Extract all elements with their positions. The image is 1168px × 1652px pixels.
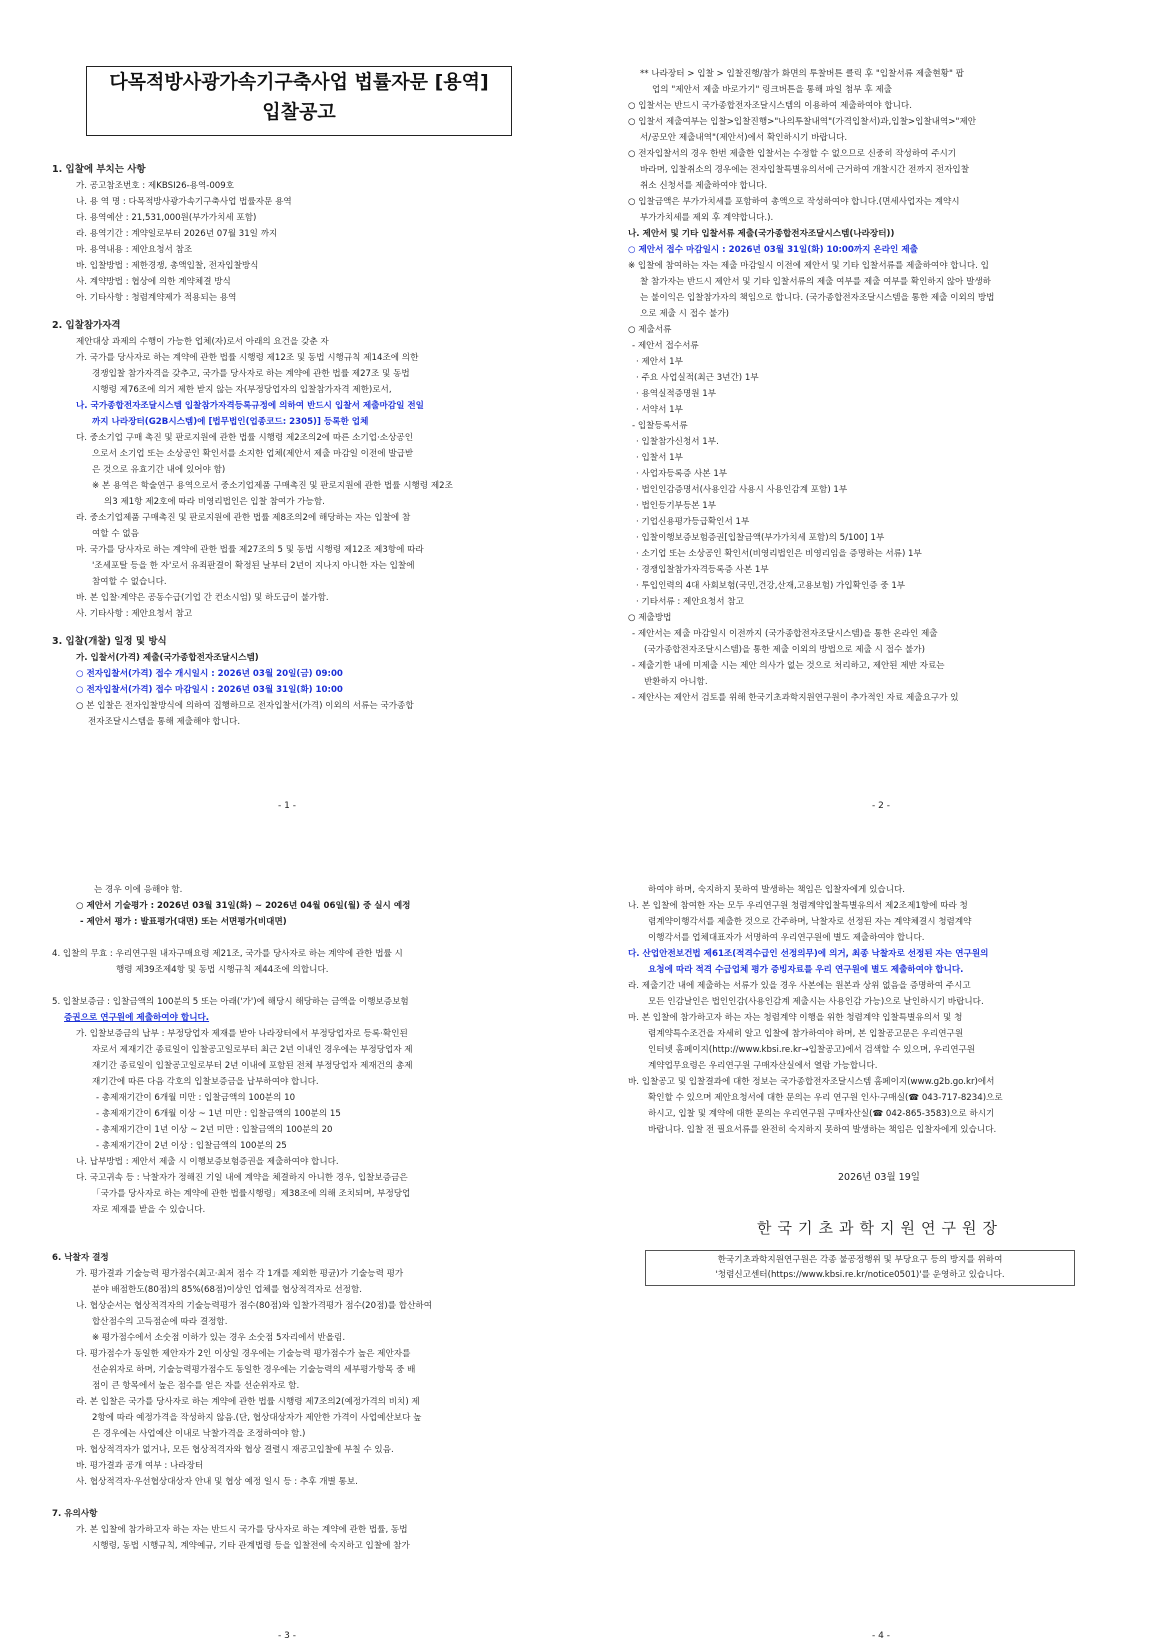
text-line: 여할 수 없음 (92, 529, 139, 539)
text-line: 는 불이익은 입찰참가자의 책임으로 합니다. (국가종합전자조달시스템을 통한 제출 이외의 방법 (640, 293, 995, 303)
text-line: · 법인인감증명서(사용인감 사용시 사용인감계 포함) 1부 (636, 485, 848, 495)
text-line: 가. 입찰보증금의 납부 : 부정당업자 제재를 받아 나라장터에서 부정당업자로 등록·확인된 (76, 1029, 408, 1039)
text-line: ○ 제출방법 (628, 613, 672, 623)
text-line: - 제안서 접수서류 (632, 341, 699, 351)
page-number-1: - 1 - (278, 801, 296, 811)
page-number-4: - 4 - (872, 1631, 890, 1641)
text-line: 는 경우 이에 응해야 함. (94, 885, 183, 895)
text-line: ** 나라장터 > 입찰 > 입찰진행/참가 화면의 투찰버튼 클릭 후 "입찰서류 제출현황" 팝 (640, 69, 964, 79)
text-line: · 기업신용평가등급확인서 1부 (636, 517, 750, 527)
text-line: · 제안서 1부 (636, 357, 683, 367)
text-line: ※ 평가점수에서 소숫점 이하가 있는 경우 소숫점 5자리에서 반올림. (92, 1333, 346, 1343)
text-line: 합산점수의 고득점순에 따라 결정함. (92, 1317, 228, 1327)
text-line: 참여할 수 없습니다. (92, 577, 167, 587)
text-line (52, 1234, 532, 1250)
text-line: - 총제재기간이 6개월 미만 : 입찰금액의 100분의 10 (96, 1093, 296, 1103)
text-line: 가. 국가를 당사자로 하는 계약에 관한 법률 시행령 제12조 및 동법 시행규칙 제14조에 의한 (76, 353, 419, 363)
doc-title: 다목적방사광가속기구축사업 법률자문 [용역] (109, 71, 489, 93)
text-line: 라. 용역기간 : 계약일로부터 2026년 07월 31일 까지 (76, 229, 278, 239)
text-line: 행령 제39조제4항 및 동법 시행규칙 제44조에 의합니다. (116, 965, 329, 975)
text-line: 나. 협상순서는 협상적격자의 기술능력평가 점수(80점)와 입찰가격평가 점수(20점)를 합산하여 (76, 1301, 432, 1311)
page-number-3: - 3 - (278, 1631, 296, 1641)
text-line: 부가가치세를 제외 후 계약합니다.). (640, 213, 774, 223)
text-line: · 입찰이행보증보험증권[입찰금액(부가가치세 포함)의 5/100] 1부 (636, 533, 885, 543)
text-line: 시행령 제76조에 의거 제한 받지 않는 자(부정당업자의 입찰참가자격 제한)로서, (92, 385, 392, 395)
notice-line-1: 한국기초과학지원연구원은 각종 불공정행위 및 부당요구 등의 방지를 위하여 (717, 1255, 1003, 1265)
text-line: 6. 낙찰자 결정 (52, 1253, 109, 1263)
text-line: 나. 제안서 및 기타 입찰서류 제출(국가종합전자조달시스템(나라장터)) (628, 229, 895, 239)
text-line: 모든 인감날인은 법인인감(사용인감계 제출시는 사용인감 가능)으로 날인하시기 바랍니다. (648, 997, 984, 1007)
page3-body (52, 882, 532, 1554)
text-line: · 소기업 또는 소상공인 확인서(비영리법인은 비영리임을 증명하는 서류) 1부 (636, 549, 922, 559)
text-line: - 제안서 평가 : 발표평가(대면) 또는 서면평가(비대면) (80, 917, 287, 927)
title-box (86, 66, 512, 136)
text-line: · 서약서 1부 (636, 405, 683, 415)
text-line: '조세포탈 등을 한 자'로서 유죄판결이 확정된 날부터 2년이 지나지 아니한 자는 입찰에 (92, 561, 415, 571)
text-line: 나. 납부방법 : 제안서 제출 시 이행보증보험증권을 제출하여야 합니다. (76, 1157, 339, 1167)
text-line: - 제안서는 제출 마감일시 이전까지 (국가종합전자조달시스템)을 통한 온라인 제출 (632, 629, 938, 639)
text-line (52, 930, 532, 946)
text-line: 바. 입찰공고 및 입찰결과에 대한 정보는 국가종합전자조달시스템 홈페이지(www.g2b.go.kr)에서 (628, 1077, 995, 1087)
text-line: 나. 본 입찰에 참여한 자는 모두 우리연구원 청렴계약입찰특별유의서 제2조제1항에 따라 청 (628, 901, 968, 911)
text-line: 「국가를 당사자로 하는 계약에 관한 법률시행령」제38조에 의해 조치되며, 부정당업 (92, 1189, 411, 1199)
text-line: · 용역실적증명원 1부 (636, 389, 717, 399)
text-line: 하여야 하며, 숙지하지 못하여 발생하는 책임은 입찰자에게 있습니다. (648, 885, 906, 895)
text-line: 나. 용 역 명 : 다목적방사광가속기구축사업 법률자문 용역 (76, 197, 292, 207)
text-line: - 총제재기간이 2년 이상 : 입찰금액의 100분의 25 (96, 1141, 287, 1151)
text-line: 마. 협상적격자가 없거나, 모든 협상적격자와 협상 결렬시 재공고입찰에 부칠 수 있음. (76, 1445, 394, 1455)
text-line: 가. 입찰서(가격) 제출(국가종합전자조달시스템) (76, 653, 259, 663)
text-line: · 경쟁입찰참가자격등록증 사본 1부 (636, 565, 769, 575)
text-line: 아. 기타사항 : 청렴계약제가 적용되는 용역 (76, 293, 237, 303)
doc-subtitle: 입찰공고 (262, 101, 336, 123)
text-line: - 입찰등록서류 (632, 421, 688, 431)
text-line: 1. 입찰에 부치는 사항 (52, 164, 146, 175)
text-line: 가. 평가결과 기술능력 평가점수(최고·최저 점수 각 1개를 제외한 평균)가 기술능력 평가 (76, 1269, 404, 1279)
text-line: 3. 입찰(개찰) 일정 및 방식 (52, 636, 167, 647)
text-line: 찰 참가자는 반드시 제안서 및 기타 입찰서류의 제출 여부를 제출 여부를 확인하지 않아 발생하 (640, 277, 991, 287)
text-line: 라. 본 입찰은 국가를 당사자로 하는 계약에 관한 법률 시행령 제7조의2(예정가격의 비치) 제 (76, 1397, 420, 1407)
text-line: 바. 평가결과 공개 여부 : 나라장터 (76, 1461, 204, 1471)
text-line: (국가종합전자조달시스템)을 통한 제출 이외의 방법으로 제출 시 접수 불가) (644, 645, 925, 655)
text-line: 다. 평가점수가 동일한 제안자가 2인 이상일 경우에는 기술능력 평가점수가 높은 제안자를 (76, 1349, 411, 1359)
text-line: 은 것으로 유효기간 내에 있어야 함) (92, 465, 226, 475)
text-line: 업의 "제안서 제출 바로가기" 링크버튼을 통해 파일 첨부 후 제출 (652, 85, 893, 95)
text-line: ○ 제안서 접수 마감일시 : 2026년 03월 31일(화) 10:00까지 온라인 제출 (628, 245, 918, 255)
text-line: 재기간 종료일이 입찰공고일로부터 2년 이내에 포함된 전체 부정당업자 제재건의 총제 (92, 1061, 413, 1071)
text-line (52, 978, 532, 994)
text-line: 선순위자로 하며, 기술능력평가점수도 동일한 경우에는 기술능력의 세부평가항목 중 배 (92, 1365, 416, 1375)
text-line: 마. 국가를 당사자로 하는 계약에 관한 법률 제27조의 5 및 동법 시행령 제12조 제3항에 따라 (76, 545, 424, 555)
text-line: 2. 입찰참가자격 (52, 320, 121, 331)
text-line: 점이 큰 항목에서 높은 점수를 얻은 자를 선순위자로 함. (92, 1381, 300, 1391)
text-line: 가. 공고참조번호 : 제KBSI26-용역-009호 (76, 181, 235, 191)
notice-line-2: '청렴신고센터(https://www.kbsi.re.kr/notice0501)'를 운영하고 있습니다. (715, 1270, 1005, 1280)
text-line: 바. 입찰방법 : 제한경쟁, 총액입찰, 전자입찰방식 (76, 261, 259, 271)
text-line: 4. 입찰의 무효 : 우리연구원 내자구매요령 제21조, 국가를 당사자로 하는 계약에 관한 법률 시 (52, 949, 403, 959)
text-line: ○ 본 입찰은 전자입찰방식에 의하여 집행하므로 전자입찰서(가격) 이외의 서류는 국가종합 (76, 701, 414, 711)
text-line: 마. 본 입찰에 참가하고자 하는 자는 청렴계약 이행을 위한 청렴계약 입찰특별유의서 및 청 (628, 1013, 963, 1023)
text-line: 까지 나라장터(G2B시스템)에 [법무법인(업종코드: 2305)] 등록한 업체 (92, 417, 369, 427)
text-line: · 법인등기부등본 1부 (636, 501, 717, 511)
text-line: 증권으로 연구원에 제출하여야 합니다. (64, 1013, 210, 1023)
page4-body (628, 882, 1128, 1138)
text-line: 렴계약특수조건을 자세히 알고 입찰에 참가하여야 하며, 본 입찰공고문은 우리연구원 (648, 1029, 964, 1039)
text-line: ○ 전자입찰서(가격) 접수 개시일시 : 2026년 03월 20일(금) 09:00 (76, 669, 343, 679)
text-line: 으로서 소기업 또는 소상공인 확인서를 소지한 업체(제안서 제출 마감일 이전에 발급받 (92, 449, 414, 459)
page-number-2: - 2 - (872, 801, 890, 811)
text-line: 라. 제출기간 내에 제출하는 서류가 있을 경우 사본에는 원본과 상위 없음을 증명하여 주시고 (628, 981, 971, 991)
text-line: 라. 중소기업제품 구매촉진 및 판로지원에 관한 법률 제8조의2에 해당하는 자는 입찰에 참 (76, 513, 411, 523)
text-line: 바. 본 입찰·계약은 공동수급(기업 간 컨소시엄) 및 하도급이 불가함. (76, 593, 329, 603)
text-line: ○ 입찰서는 반드시 국가종합전자조달시스템의 이용하여 제출하여야 합니다. (628, 101, 912, 111)
text-line: 분야 배점한도(80점)의 85%(68점)이상인 업체를 협상적격자로 선정함. (92, 1285, 363, 1295)
text-line: - 제출기한 내에 미제출 시는 제안 의사가 없는 것으로 처리하고, 제안된 제반 자료는 (632, 661, 945, 671)
text-line: 마. 용역내용 : 제안요청서 참조 (76, 245, 193, 255)
text-line: · 주요 사업실적(최근 3년간) 1부 (636, 373, 759, 383)
text-line: ○ 제출서류 (628, 325, 672, 335)
text-line: 시행령, 동법 시행규칙, 계약예규, 기타 관계법령 등을 입찰전에 숙지하고 입찰에 참가 (92, 1541, 410, 1551)
text-line: 확인할 수 있으며 제안요청서에 대한 문의는 우리 연구원 인사·구매실(☎ 043-717-8234)으로 (648, 1093, 1003, 1103)
text-line: 하시고, 입찰 및 계약에 대한 문의는 우리연구원 구매자산실(☎ 042-865-3583)으로 하시기 (648, 1109, 995, 1119)
text-line: 인터넷 홈페이지(http://www.kbsi.re.kr→입찰공고)에서 검색할 수 있으며, 우리연구원 (648, 1045, 976, 1055)
text-line: · 입찰서 1부 (636, 453, 683, 463)
text-line (52, 1218, 532, 1234)
text-line: - 총제재기간이 1년 이상 ~ 2년 미만 : 입찰금액의 100분의 20 (96, 1125, 333, 1135)
text-line: ○ 입찰금액은 부가가치세를 포함하여 총액으로 작성하여야 합니다.(면세사업자는 계약시 (628, 197, 960, 207)
text-line: 사. 기타사항 : 제안요청서 참고 (76, 609, 193, 619)
text-line: 바라며, 입찰취소의 경우에는 전자입찰특별유의서에 근거하여 개찰시간 전까지 전자입찰 (640, 165, 970, 175)
announcement-date: 2026년 03월 19일 (838, 1172, 920, 1183)
text-line: · 투입인력의 4대 사회보험(국민,건강,산재,고용보험) 가입확인증 중 1부 (636, 581, 906, 591)
text-line: 경쟁입찰 참가자격을 갖추고, 국가를 당사자로 하는 계약에 관한 법률 제27조 및 동법 (92, 369, 410, 379)
text-line: 나. 국가종합전자조달시스템 입찰참가자격등록규정에 의하여 반드시 입찰서 제출마감일 전일 (76, 401, 424, 411)
text-line: 바랍니다. 입찰 전 필요서류를 완전히 숙지하지 못하여 발생하는 책임은 입찰자에게 있습니다. (648, 1125, 997, 1135)
text-line: 렴계약이행각서를 제출한 것으로 간주하며, 낙찰자로 선정된 자는 계약체결시 청렴계약 (648, 917, 972, 927)
text-line: 계약업무요령은 우리연구원 구매자산실에서 열람 가능합니다. (648, 1061, 878, 1071)
text-line: - 제안사는 제안서 검토를 위해 한국기초과학지원연구원이 추가적인 자료 제출요구가 있 (632, 693, 959, 703)
text-line: 전자조달시스템을 통해 제출해야 합니다. (88, 717, 241, 727)
text-line: ○ 입찰서 제출여부는 입찰>입찰진행>"나의투찰내역"(가격입찰서)과,입찰>입찰내역>"제안 (628, 117, 977, 127)
text-line: ○ 전자입찰서(가격) 접수 마감일시 : 2026년 03월 31일(화) 10:00 (76, 685, 343, 695)
text-line: 다. 산업안전보건법 제61조(적격수급인 선정의무)에 의거, 최종 낙찰자로 선정된 자는 연구원의 (628, 949, 989, 959)
integrity-notice-box (645, 1250, 1075, 1286)
text-line: 제안대상 과제의 수행이 가능한 업체(자)로서 아래의 요건을 갖춘 자 (76, 337, 329, 347)
text-line: ○ 제안서 기술평가 : 2026년 03월 31일(화) ~ 2026년 04월 06일(월) 중 실시 예정 (76, 901, 411, 911)
text-line: 7. 유의사항 (52, 1509, 98, 1519)
text-line: 사. 협상적격자·우선협상대상자 안내 및 협상 예정 일시 등 : 추후 개별 통보. (76, 1477, 358, 1487)
text-line: ※ 본 용역은 학술연구 용역으로서 중소기업제품 구매촉진 및 판로지원에 관한 법률 시행령 제2조 (92, 481, 453, 491)
text-line: 의3 제1항 제2호에 따라 비영리법인은 입찰 참여가 가능함. (104, 497, 325, 507)
text-line: 재기간에 따른 다음 각호의 입찰보증금을 납부하여야 합니다. (92, 1077, 319, 1087)
text-line: 반환하지 아니함. (644, 677, 708, 687)
text-line: 이행각서를 업체대표자가 서명하여 우리연구원에 별도 제출하여야 합니다. (648, 933, 925, 943)
text-line: · 사업자등록증 사본 1부 (636, 469, 728, 479)
text-line: 취소 신청서를 제출하여야 합니다. (640, 181, 768, 191)
text-line: ※ 입찰에 참여하는 자는 제출 마감일시 이전에 제안서 및 기타 입찰서류를 제출하여야 합니다. 입 (628, 261, 989, 271)
text-line: 다. 용역예산 : 21,531,000원(부가가치세 포함) (76, 213, 257, 223)
text-line: 자로서 제재기간 종료일이 입찰공고일로부터 최근 2년 이내인 경우에는 부정당업자 제 (92, 1045, 413, 1055)
text-line: 5. 입찰보증금 : 입찰금액의 100분의 5 또는 아래('가')에 해당시 해당하는 금액을 이행보증보험 (52, 997, 409, 1007)
text-line: 은 경우에는 사업예산 이내로 낙찰가격을 조정하여야 함.) (92, 1429, 306, 1439)
text-line: - 총제재기간이 6개월 이상 ~ 1년 미만 : 입찰금액의 100분의 15 (96, 1109, 341, 1119)
text-line: · 기타서류 : 제안요청서 참고 (636, 597, 744, 607)
signer-name: 한국기초과학지원연구원장 (757, 1219, 1003, 1237)
text-line: 사. 계약방법 : 협상에 의한 계약체결 방식 (76, 277, 231, 287)
text-line: 서/공모안 제출내역"(제안서)에서 확인하시기 바랍니다. (640, 133, 848, 143)
page1-body (52, 150, 532, 730)
text-line: 요청에 따라 적격 수급업체 평가 증빙자료를 우리 연구원에 별도 제출하여야 합니다. (648, 965, 964, 975)
text-line: 가. 본 입찰에 참가하고자 하는 자는 반드시 국가를 당사자로 하는 계약에 관한 법률, 동법 (76, 1525, 408, 1535)
page2-body (628, 66, 1128, 706)
text-line: 다. 국고귀속 등 : 낙찰자가 정해진 기일 내에 계약을 체결하지 아니한 경우, 입찰보증금은 (76, 1173, 408, 1183)
text-line: · 입찰참가신청서 1부. (636, 437, 719, 447)
text-line: 2항에 따라 예정가격을 작성하지 않음.(단, 협상대상자가 제안한 가격이 사업예산보다 높 (92, 1413, 422, 1423)
text-line: 자로 제재를 받을 수 있습니다. (92, 1205, 206, 1215)
text-line (52, 1490, 532, 1506)
text-line: ○ 전자입찰서의 경우 한번 제출한 입찰서는 수정할 수 없으므로 신중히 작성하여 주시기 (628, 149, 957, 159)
text-line: 다. 중소기업 구매 촉진 및 판로지원에 관한 법률 시행령 제2조의2에 따른 소기업·소상공인 (76, 433, 414, 443)
text-line: 으로 제출 시 접수 불가) (640, 309, 729, 319)
